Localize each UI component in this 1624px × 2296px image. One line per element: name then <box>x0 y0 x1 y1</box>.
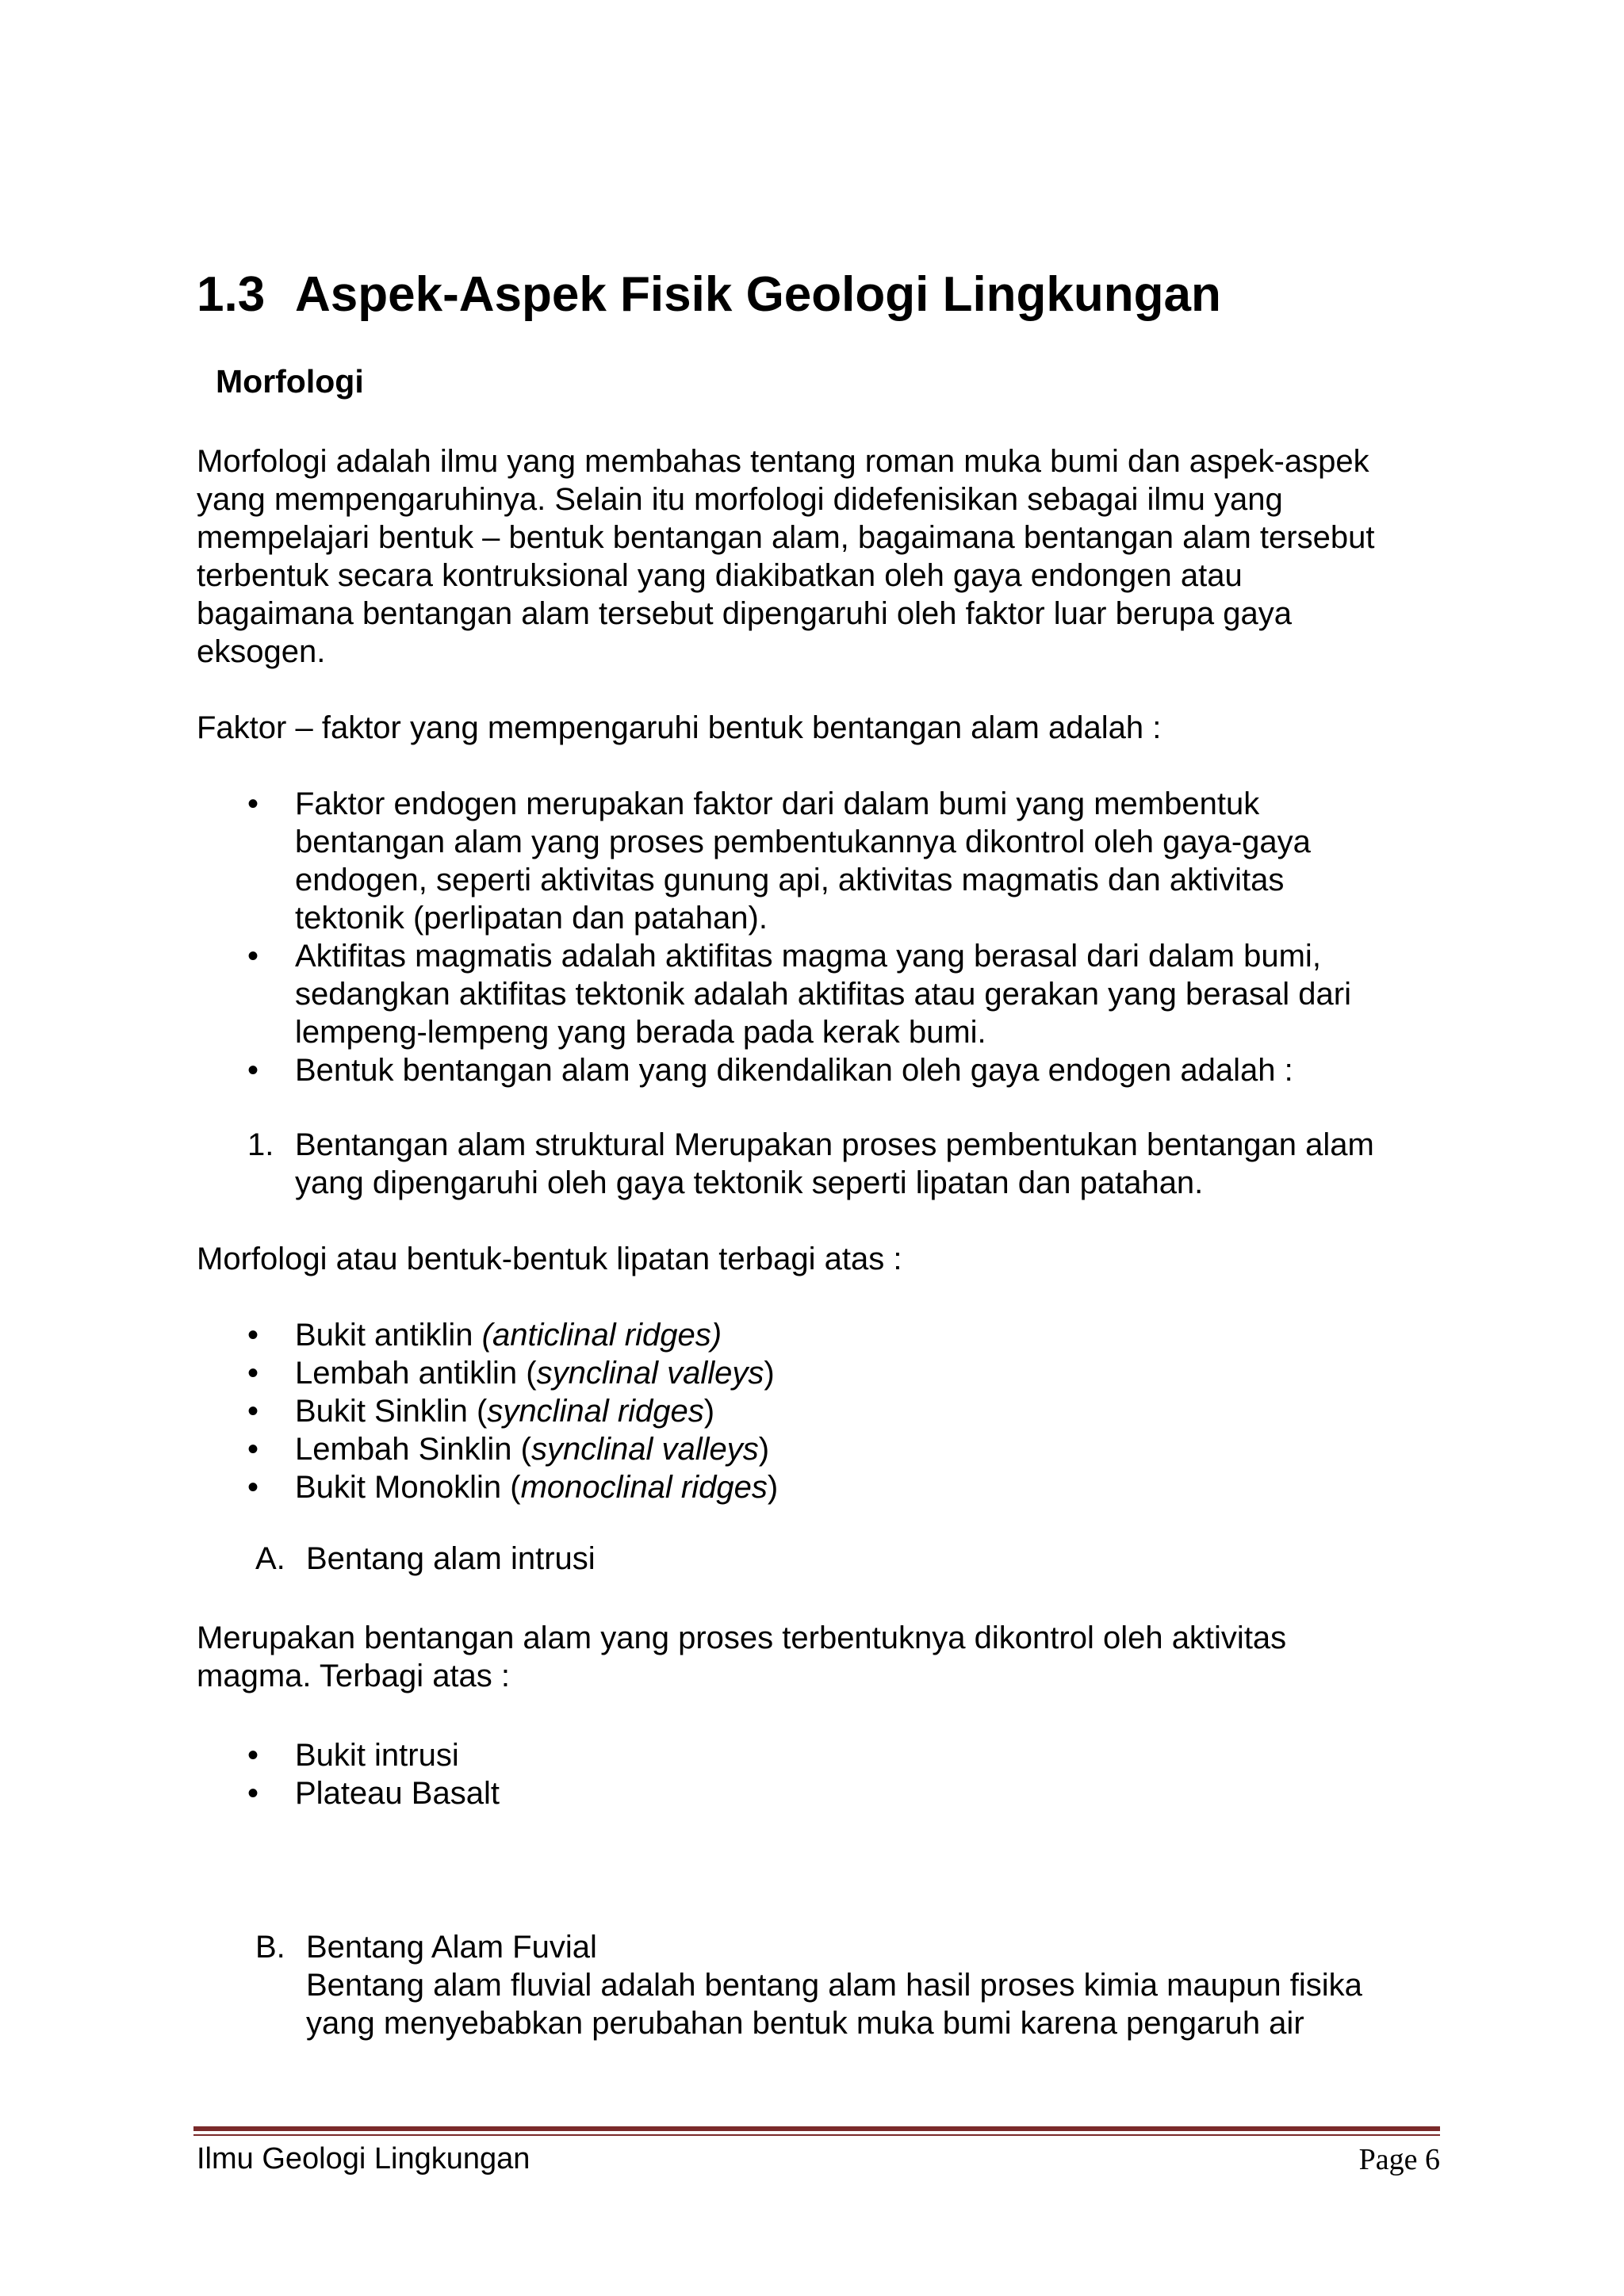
bullet-icon: • <box>247 1356 259 1391</box>
bullet-icon: • <box>247 1318 259 1353</box>
bullet-icon: • <box>247 1776 259 1811</box>
paren: ) <box>758 1432 770 1467</box>
bullet-icon: • <box>247 1053 259 1088</box>
section-a-title: Bentang alam intrusi <box>306 1541 596 1576</box>
paren: ( <box>520 1432 531 1467</box>
list-item-line: lempeng-lempeng yang berada pada kerak bumi. <box>295 1015 986 1050</box>
list-item <box>0 1051 1351 1089</box>
list-item <box>0 1392 778 1430</box>
list-item <box>0 1468 778 1506</box>
paragraph-intrusi <box>197 1619 1450 1695</box>
fold-name: Bukit Monoklin <box>295 1470 511 1505</box>
fold-term: (anticlinal ridges) <box>481 1318 722 1353</box>
list-item <box>0 785 1351 937</box>
paragraph-line: magma. Terbagi atas : <box>197 1659 511 1693</box>
list-item <box>0 1354 778 1392</box>
paragraph-lipatan: Morfologi atau bentuk-bentuk lipatan terbagi atas : <box>197 1242 902 1276</box>
list-item <box>0 1126 1374 1202</box>
bullet-icon: • <box>247 1432 259 1467</box>
paragraph-morfologi <box>197 442 1450 671</box>
list-item-line: Bentangan alam struktural Merupakan proses pembentukan bentangan alam <box>295 1127 1374 1162</box>
list-item-line: yang dipengaruhi oleh gaya tektonik seperti lipatan dan patahan. <box>295 1165 1204 1200</box>
section-title: Aspek-Aspek Fisik Geologi Lingkungan <box>295 267 1221 322</box>
bullet-icon: • <box>247 786 259 821</box>
fold-name: Lembah Sinklin <box>295 1432 521 1467</box>
list-item-line: sedangkan aktifitas tektonik adalah aktifitas atau gerakan yang berasal dari <box>295 977 1351 1012</box>
fold-term: synclinal valleys <box>530 1432 759 1467</box>
fold-term: synclinal valleys <box>536 1356 764 1391</box>
list-item <box>0 1430 778 1468</box>
paren: ( <box>476 1394 488 1429</box>
fold-name: Lembah antiklin <box>295 1356 527 1391</box>
list-item-text: Bukit intrusi <box>295 1738 459 1773</box>
section-b-body <box>306 1966 1362 2042</box>
bullet-list-folds <box>0 1316 778 1506</box>
paren: ) <box>703 1394 715 1429</box>
bullet-icon: • <box>247 939 259 974</box>
paragraph-line: eksogen. <box>197 634 326 669</box>
paragraph-line: yang menyebabkan perubahan bentuk muka bumi karena pengaruh air <box>306 2006 1304 2041</box>
bullet-icon: • <box>247 1394 259 1429</box>
footer-divider <box>193 2134 1440 2136</box>
paragraph-line: Merupakan bentangan alam yang proses terbentuknya dikontrol oleh aktivitas <box>197 1621 1287 1655</box>
list-item-line: bentangan alam yang proses pembentukannya dikontrol oleh gaya-gaya <box>295 825 1311 859</box>
paragraph-line: terbentuk secara kontruksional yang diakibatkan oleh gaya endongen atau <box>197 558 1243 593</box>
paragraph-line: Bentang alam fluvial adalah bentang alam hasil proses kimia maupun fisika <box>306 1968 1362 2003</box>
list-item-line: endogen, seperti aktivitas gunung api, aktivitas magmatis dan aktivitas <box>295 863 1285 897</box>
list-number: 1. <box>247 1127 274 1162</box>
section-number: 1.3 <box>197 267 266 322</box>
fold-name: Bukit antiklin <box>295 1318 482 1353</box>
fold-term: synclinal ridges <box>487 1394 704 1429</box>
bullet-list-factors <box>0 785 1351 1089</box>
section-heading <box>197 266 1221 323</box>
footer-title: Ilmu Geologi Lingkungan <box>197 2142 530 2175</box>
subheading: Morfologi <box>216 363 364 400</box>
bullet-icon: • <box>247 1470 259 1505</box>
paren: ) <box>767 1470 779 1505</box>
paren: ( <box>526 1356 537 1391</box>
paren: ) <box>764 1356 775 1391</box>
section-b-marker: B. <box>255 1930 285 1965</box>
list-item <box>0 1774 500 1812</box>
bullet-icon: • <box>247 1738 259 1773</box>
list-item <box>0 937 1351 1051</box>
list-item <box>0 1316 778 1354</box>
list-item-line: Faktor endogen merupakan faktor dari dalam bumi yang membentuk <box>295 786 1260 821</box>
page-number: Page 6 <box>1358 2143 1440 2176</box>
paragraph-faktor: Faktor – faktor yang mempengaruhi bentuk bentangan alam adalah : <box>197 710 1162 745</box>
fold-term: monoclinal ridges <box>520 1470 768 1505</box>
paragraph-line: Morfologi adalah ilmu yang membahas tentang roman muka bumi dan aspek-aspek <box>197 444 1369 479</box>
footer-divider <box>193 2126 1440 2131</box>
paragraph-line: bagaimana bentangan alam tersebut dipengaruhi oleh faktor luar berupa gaya <box>197 596 1292 631</box>
list-item-line: Aktifitas magmatis adalah aktifitas magma yang berasal dari dalam bumi, <box>295 939 1321 974</box>
paragraph-line: yang mempengaruhinya. Selain itu morfologi didefenisikan sebagai ilmu yang <box>197 482 1283 517</box>
bullet-list-intrusions <box>0 1736 500 1812</box>
paragraph-line: mempelajari bentuk – bentuk bentangan alam, bagaimana bentangan alam tersebut <box>197 520 1375 555</box>
fold-name: Bukit Sinklin <box>295 1394 477 1429</box>
section-b <box>255 1928 1362 2041</box>
section-a-heading <box>255 1540 596 1578</box>
section-a-marker: A. <box>255 1541 285 1576</box>
list-item-line: Bentuk bentangan alam yang dikendalikan oleh gaya endogen adalah : <box>295 1053 1293 1088</box>
list-item-text: Plateau Basalt <box>295 1776 500 1811</box>
numbered-list <box>0 1126 1374 1202</box>
section-b-title: Bentang Alam Fuvial <box>306 1930 597 1965</box>
list-item <box>0 1736 500 1774</box>
list-item-line: tektonik (perlipatan dan patahan). <box>295 901 768 936</box>
paren: ( <box>510 1470 521 1505</box>
